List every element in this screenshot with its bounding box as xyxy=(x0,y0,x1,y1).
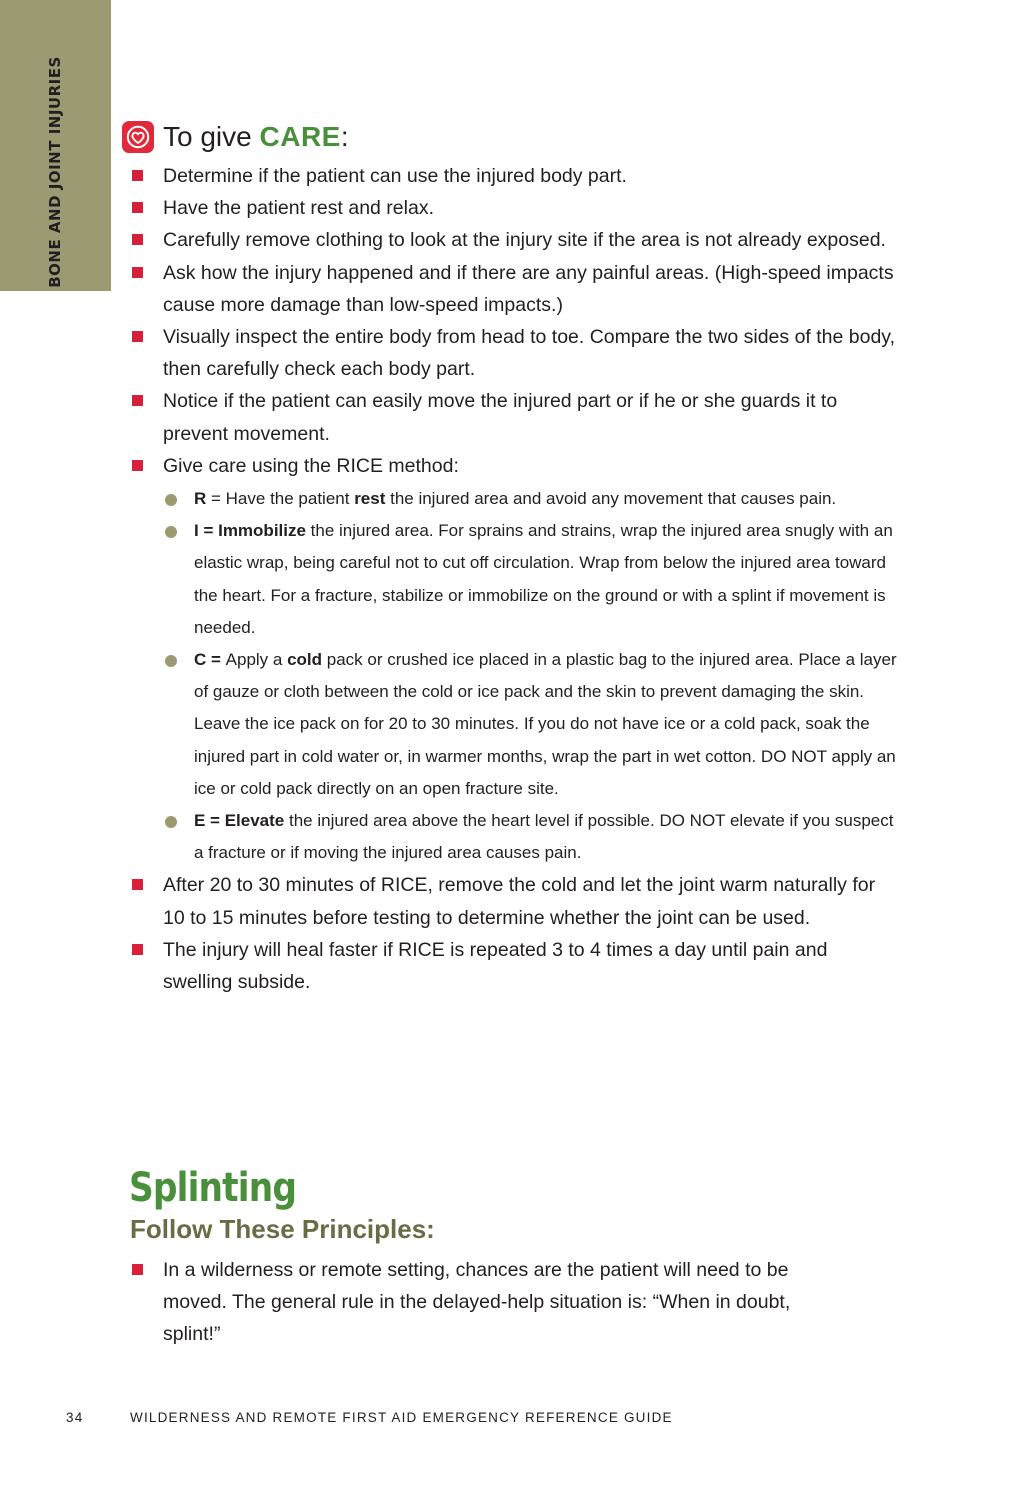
list-item-rice: Give care using the RICE method: R = Have the patient rest the injured area and avoid any movement that causes pain. I = Immobilize the injured area. For sprains and strains, wrap the injured area snugly with an elastic wrap, being careful not to cut off circulation. Wrap from below the injured area toward the heart. For a fracture, stabilize or immobilize on the ground or with a splint if movement is needed. C = Apply a cold pack or crushed ice placed in a plastic bag to the injured area. Place a layer of gauze or cloth between the cold or ice pack and the skin to prevent damaging the skin. Leave the ice pack on for 20 to 30 minutes. If you do not have ice or a cold pack, soak the injured part in cold water or, in warmer months, wrap the part in wet cotton. DO NOT apply an ice or cold pack directly on an open fracture site. E = Elevate the injured area above the heart level if possible. DO NOT elevate if you suspect a fracture or if moving the injured area causes pain. xyxy=(128,450,898,870)
dot-bullet-icon xyxy=(165,494,177,506)
square-bullet-icon xyxy=(132,944,143,955)
rice-list xyxy=(163,483,898,869)
care-list xyxy=(128,160,898,998)
dot-bullet-icon xyxy=(165,655,177,667)
dot-bullet-icon xyxy=(165,816,177,828)
square-bullet-icon xyxy=(132,879,143,890)
list-item: Determine if the patient can use the injured body part. xyxy=(128,160,898,192)
heart-icon xyxy=(122,121,154,153)
square-bullet-icon xyxy=(132,202,143,213)
square-bullet-icon xyxy=(132,1264,143,1275)
square-bullet-icon xyxy=(132,234,143,245)
list-item: Ask how the injury happened and if there are any painful areas. (High-speed impacts cause more damage than low-speed impacts.) xyxy=(128,257,898,321)
dot-bullet-icon xyxy=(165,526,177,538)
square-bullet-icon xyxy=(132,170,143,181)
list-item: After 20 to 30 minutes of RICE, remove the cold and let the joint warm naturally for 10 to 15 minutes before testing to determine whether the joint can be used. xyxy=(128,869,898,933)
page-number: 34 xyxy=(66,1410,84,1425)
page-footer xyxy=(0,1410,1024,1430)
section-tab-label: BONE AND JOINT INJURIES xyxy=(46,56,64,288)
care-title: To give CARE: xyxy=(163,121,349,152)
square-bullet-icon xyxy=(132,460,143,471)
list-item: Notice if the patient can easily move the injured part or if he or she guards it to prevent movement. xyxy=(128,385,898,449)
section-side-tab xyxy=(0,0,111,291)
list-item: In a wilderness or remote setting, chances are the patient will need to be moved. The general rule in the delayed-help situation is: “When in doubt, splint!” xyxy=(128,1254,828,1351)
square-bullet-icon xyxy=(132,395,143,406)
list-item: The injury will heal faster if RICE is repeated 3 to 4 times a day until pain and swelling subside. xyxy=(128,934,898,998)
rice-item-rest: R = Have the patient rest the injured area and avoid any movement that causes pain. xyxy=(163,483,898,515)
square-bullet-icon xyxy=(132,331,143,342)
list-item: Have the patient rest and relax. xyxy=(128,192,898,224)
rice-item-elevate: E = Elevate the injured area above the heart level if possible. DO NOT elevate if you suspect a fracture or if moving the injured area causes pain. xyxy=(163,805,898,869)
rice-item-immobilize: I = Immobilize the injured area. For sprains and strains, wrap the injured area snugly with an elastic wrap, being careful not to cut off circulation. Wrap from below the injured area toward the heart. For a fracture, stabilize or immobilize on the ground or with a splint if movement is needed. xyxy=(163,515,898,644)
footer-title: WILDERNESS AND REMOTE FIRST AID EMERGENCY REFERENCE GUIDE xyxy=(130,1410,673,1425)
care-emphasis: CARE xyxy=(259,121,341,152)
splinting-subheading: Follow These Principles: xyxy=(130,1214,435,1244)
square-bullet-icon xyxy=(132,267,143,278)
splinting-heading: Splinting xyxy=(129,1165,297,1211)
care-heading xyxy=(122,118,349,156)
rice-item-cold: C = Apply a cold pack or crushed ice placed in a plastic bag to the injured area. Place a layer of gauze or cloth between the cold or ice pack and the skin to prevent damaging the skin. Leave the ice pack on for 20 to 30 minutes. If you do not have ice or a cold pack, soak the injured part in cold water or, in warmer months, wrap the part in wet cotton. DO NOT apply an ice or cold pack directly on an open fracture site. xyxy=(163,644,898,805)
list-item: Visually inspect the entire body from head to toe. Compare the two sides of the body, then carefully check each body part. xyxy=(128,321,898,385)
splinting-list xyxy=(128,1254,828,1351)
list-item: Carefully remove clothing to look at the injury site if the area is not already exposed. xyxy=(128,224,898,256)
